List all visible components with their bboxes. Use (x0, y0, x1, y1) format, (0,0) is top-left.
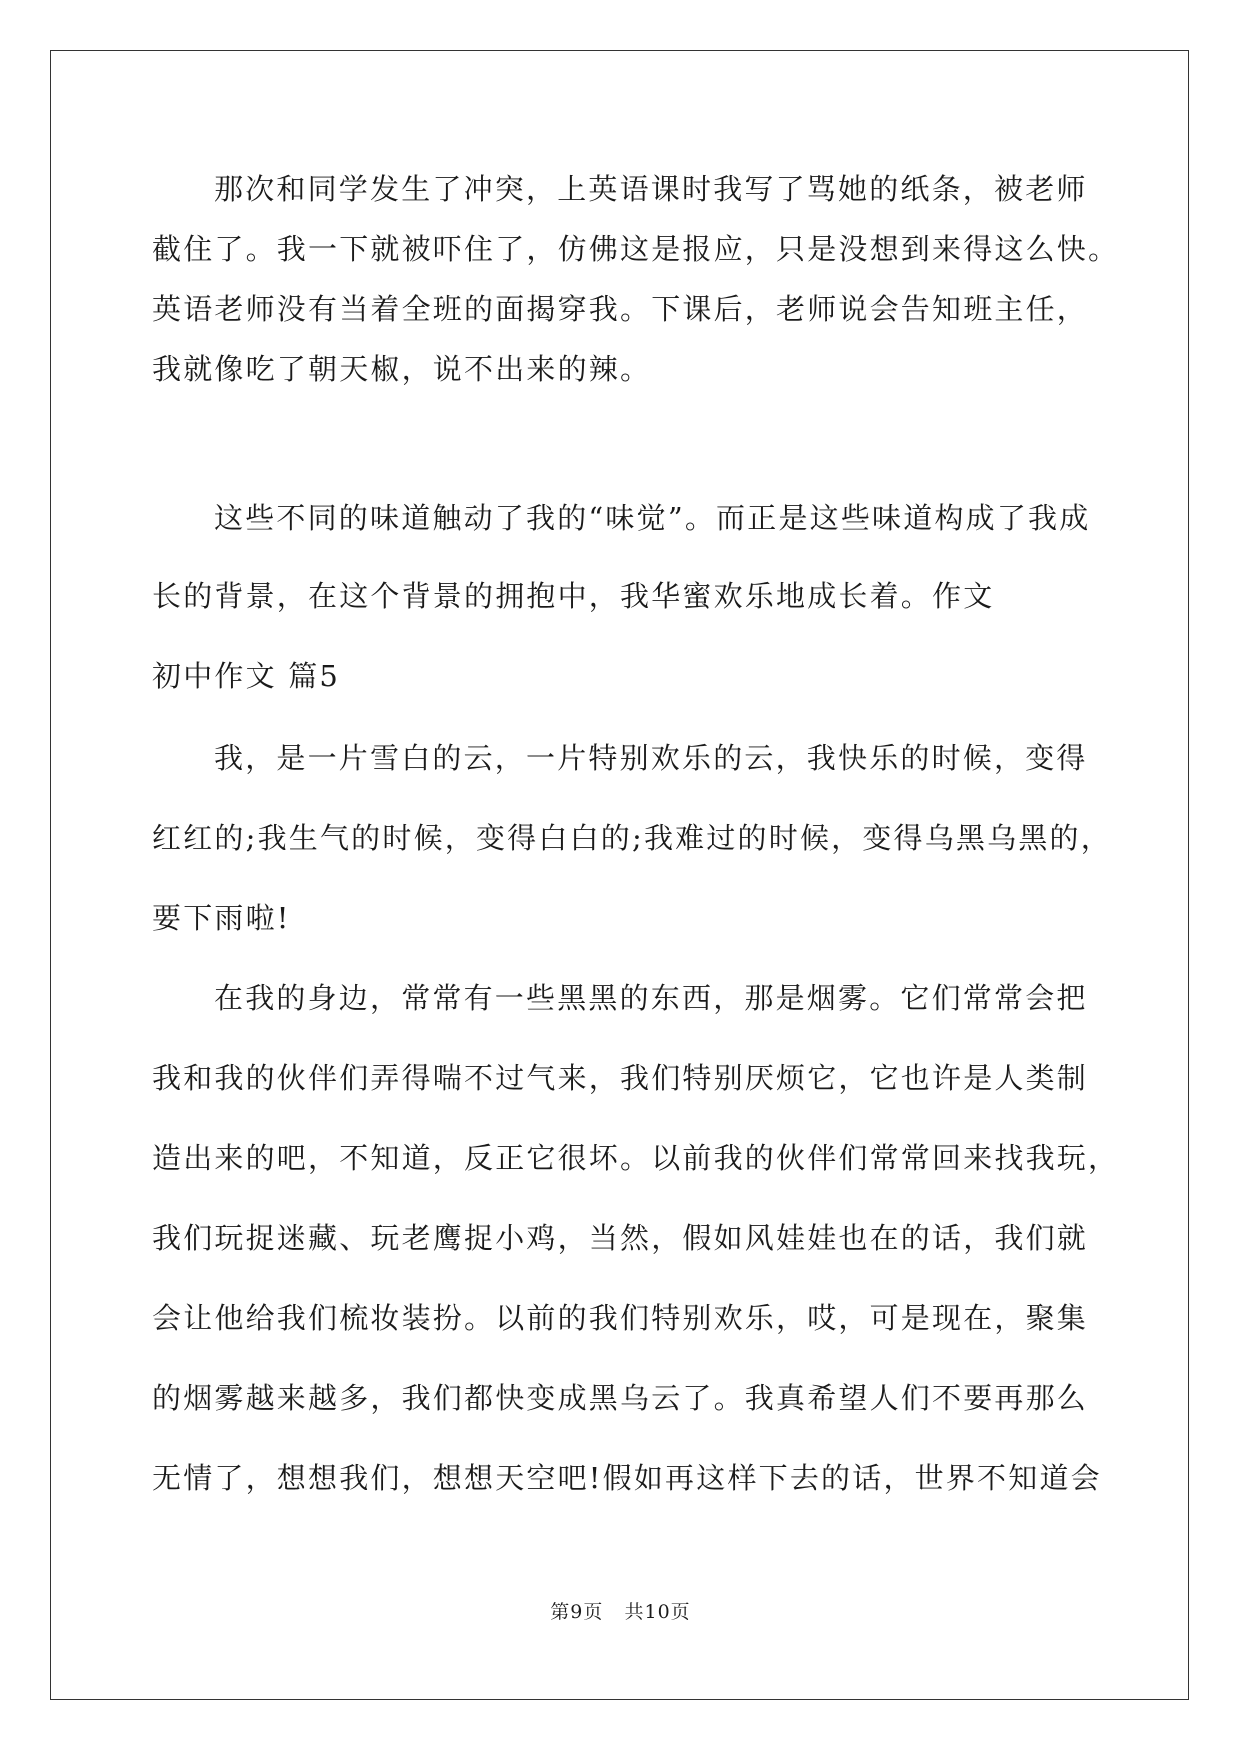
text-line: 我和我的伙伴们弄得喘不过气来，我们特别厌烦它，它也许是人类制 (152, 1061, 1089, 1095)
text-line: 要下雨啦! (152, 901, 291, 935)
text-line: 英语老师没有当着全班的面揭穿我。下课后，老师说会告知班主任， (152, 292, 1089, 326)
page-number: 第9页 共10页 (550, 1601, 691, 1623)
text-line: 无情了，想想我们，想想天空吧!假如再这样下去的话，世界不知道会 (152, 1461, 1102, 1495)
text-line: 长的背景，在这个背景的拥抱中，我华蜜欢乐地成长着。作文 (152, 579, 995, 613)
text-line: 截住了。我一下就被吓住了，仿佛这是报应，只是没想到来得这么快。 (152, 232, 1120, 266)
text-line: 在我的身边，常常有一些黑黑的东西，那是烟雾。它们常常会把 (214, 981, 1088, 1015)
text-line: 红红的;我生气的时候，变得白白的;我难过的时候，变得乌黑乌黑的， (152, 821, 1112, 855)
text-line: 那次和同学发生了冲突，上英语课时我写了骂她的纸条，被老师 (214, 172, 1088, 206)
section-heading: 初中作文 篇5 (152, 659, 341, 693)
text-line: 我们玩捉迷藏、玩老鹰捉小鸡，当然，假如风娃娃也在的话，我们就 (152, 1221, 1089, 1255)
text-line: 造出来的吧，不知道，反正它很坏。以前我的伙伴们常常回来找我玩， (152, 1141, 1120, 1175)
text-line: 我，是一片雪白的云，一片特别欢乐的云，我快乐的时候，变得 (214, 741, 1088, 775)
text-line: 这些不同的味道触动了我的“味觉”。而正是这些味道构成了我成 (214, 501, 1091, 535)
text-line: 会让他给我们梳妆装扮。以前的我们特别欢乐，哎，可是现在，聚集 (152, 1301, 1089, 1335)
text-line: 我就像吃了朝天椒，说不出来的辣。 (152, 352, 652, 386)
text-line: 的烟雾越来越多，我们都快变成黑乌云了。我真希望人们不要再那么 (152, 1381, 1089, 1415)
